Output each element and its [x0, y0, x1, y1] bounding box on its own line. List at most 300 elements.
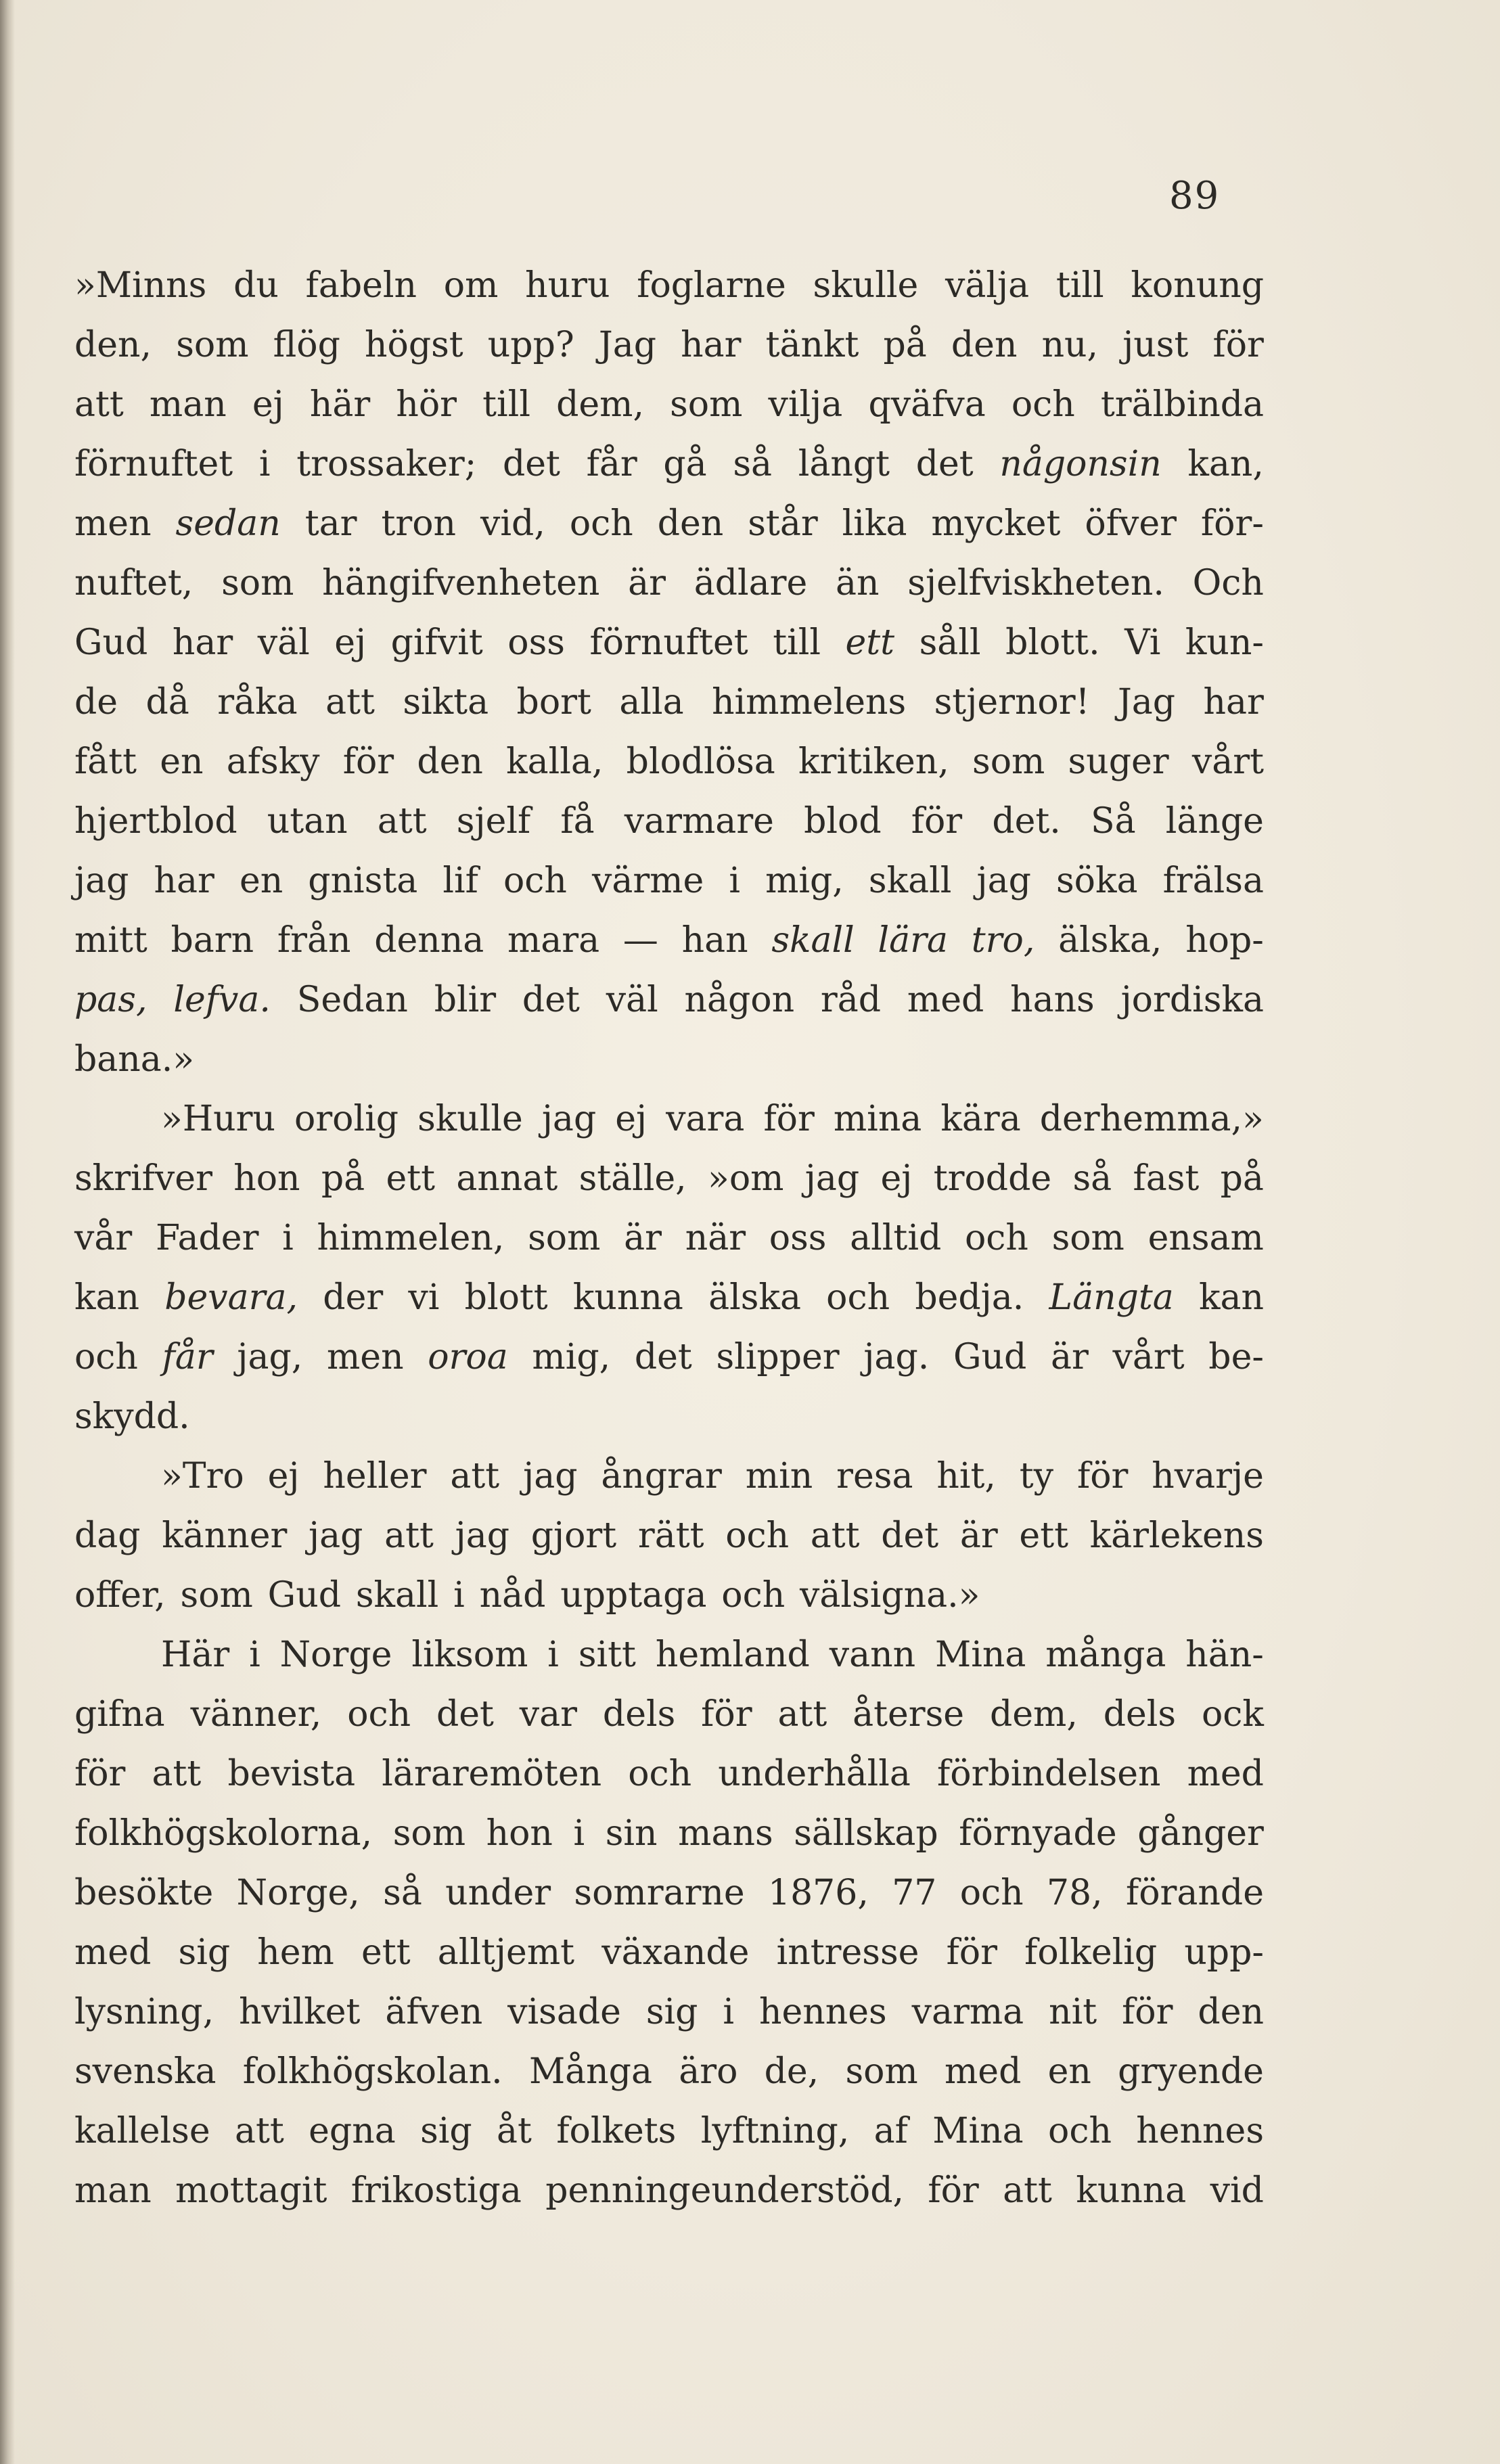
word: vänner,: [190, 1694, 322, 1735]
word: det: [436, 1694, 494, 1735]
word: här: [309, 384, 371, 425]
word: Mina: [932, 2111, 1024, 2151]
word: sikta: [403, 682, 489, 723]
word: de,: [764, 2051, 819, 2092]
word: Längta: [1049, 1277, 1174, 1318]
word: afsky: [226, 742, 320, 782]
word: det: [502, 444, 560, 484]
word: oss: [507, 622, 565, 663]
word: jag: [309, 1515, 363, 1556]
word: men: [74, 503, 152, 544]
word: har: [681, 325, 742, 365]
word: penningeunderstöd,: [545, 2170, 905, 2211]
word: ångrar: [601, 1456, 722, 1497]
word: för: [74, 1754, 126, 1794]
word: en: [1047, 2051, 1091, 2092]
word: fått: [74, 742, 137, 782]
word: vårt: [1191, 742, 1264, 782]
word: Fader: [155, 1218, 259, 1258]
word: jag,: [237, 1337, 303, 1377]
word: alltid: [850, 1218, 942, 1258]
word: denna: [374, 920, 484, 961]
page-number: 89: [1169, 174, 1221, 218]
word: älska,: [1058, 920, 1162, 961]
word: i: [723, 1992, 735, 2032]
word: äro: [679, 2051, 738, 2092]
word: blir: [434, 980, 497, 1020]
word: för: [701, 1694, 752, 1735]
word: vid,: [480, 503, 545, 544]
word: kallelse: [74, 2111, 210, 2151]
word: det: [634, 1337, 692, 1377]
text-line: [74, 792, 1264, 851]
word: orolig: [294, 1099, 399, 1139]
word: är: [628, 563, 666, 603]
word: varmare: [624, 801, 774, 842]
text-line: [74, 1149, 1264, 1208]
word: blott.: [1005, 622, 1100, 663]
word: Gud: [267, 1575, 341, 1616]
word: som: [176, 325, 249, 365]
word: förbindelsen: [937, 1754, 1161, 1794]
word: råd: [820, 980, 882, 1020]
text-line: [74, 732, 1264, 792]
text-line: [74, 970, 1264, 1030]
word: den: [417, 742, 483, 782]
word: till: [773, 622, 821, 663]
word: folkets: [556, 2111, 677, 2151]
word: och: [721, 1575, 786, 1616]
word: ock: [1201, 1694, 1264, 1735]
word: vår: [74, 1218, 133, 1258]
word: Mina: [935, 1635, 1026, 1675]
word: i: [249, 1635, 260, 1675]
word: somrarne: [574, 1873, 745, 1913]
word: hon: [486, 1813, 553, 1854]
word: utan: [267, 801, 348, 842]
word: man: [74, 2170, 152, 2211]
word: med: [74, 1932, 152, 1973]
word: som: [845, 2051, 918, 2092]
text-line: [74, 672, 1264, 732]
word: folkhögskolan.: [242, 2051, 503, 2092]
word: de: [74, 682, 118, 723]
word: som: [528, 1218, 601, 1258]
word: vann: [829, 1635, 916, 1675]
text-line: [74, 1566, 1264, 1625]
word: skall: [355, 1575, 439, 1616]
word: många: [1045, 1635, 1166, 1675]
word: frikostiga: [350, 2170, 522, 2211]
word: under: [445, 1873, 551, 1913]
word: sjelfviskheten.: [907, 563, 1164, 603]
text-line: [74, 1089, 1264, 1149]
word: när: [685, 1218, 746, 1258]
word: söka: [1055, 861, 1138, 901]
word: underhålla: [718, 1754, 911, 1794]
word: att: [384, 1515, 434, 1556]
word: ej: [334, 622, 367, 663]
word: man: [149, 384, 227, 425]
word: han: [681, 920, 748, 961]
word: sig: [178, 1932, 231, 1973]
word: förande: [1126, 1873, 1264, 1913]
word: på: [1220, 1158, 1264, 1199]
word: välja: [945, 265, 1030, 306]
word: Så: [1090, 801, 1136, 842]
word: hit,: [936, 1456, 996, 1497]
text-line: [74, 1982, 1264, 2042]
word: Många: [528, 2051, 652, 2092]
word: hon: [233, 1158, 300, 1199]
word: för: [911, 801, 963, 842]
word: alla: [619, 682, 684, 723]
word: hemland: [655, 1635, 810, 1675]
word: äfven: [385, 1992, 483, 2032]
word: oss: [769, 1218, 827, 1258]
word: det: [915, 444, 974, 484]
word: och: [347, 1694, 411, 1735]
word: ädlare: [694, 563, 808, 603]
word: står: [748, 503, 818, 544]
word: skrifver: [74, 1158, 212, 1199]
word: men: [327, 1337, 404, 1377]
word: är: [624, 1218, 662, 1258]
word: fabeln: [305, 265, 417, 306]
word: af: [873, 2111, 908, 2151]
word: långt: [798, 444, 890, 484]
word: gnista: [308, 861, 418, 901]
word: jag.: [863, 1337, 930, 1377]
word: i: [258, 444, 271, 484]
word: flög: [273, 325, 340, 365]
word: Gud: [74, 622, 148, 663]
word: det.: [992, 801, 1061, 842]
word: varma: [911, 1992, 1024, 2032]
word: har: [154, 861, 214, 901]
word: som: [392, 1813, 466, 1854]
word: vi: [408, 1277, 440, 1318]
word: ty: [1019, 1456, 1054, 1497]
word: rätt: [637, 1515, 704, 1556]
word: mara: [507, 920, 600, 961]
word: för: [928, 2170, 979, 2211]
word: alltjemt: [437, 1932, 575, 1973]
word: att: [235, 2111, 284, 2151]
word: och: [725, 1515, 790, 1556]
word: »Huru: [161, 1099, 275, 1139]
text-line: [74, 375, 1264, 434]
word: jordiska: [1120, 980, 1264, 1020]
word: för: [342, 742, 394, 782]
word: få: [560, 801, 595, 842]
word: kalla,: [506, 742, 604, 782]
word: vid: [1210, 2170, 1264, 2211]
word: att: [377, 801, 427, 842]
word: resa: [836, 1456, 913, 1497]
word: dels: [1103, 1694, 1177, 1735]
word: om: [443, 265, 499, 306]
word: förnyade: [959, 1813, 1117, 1854]
word: att: [74, 384, 124, 425]
word: att: [810, 1515, 860, 1556]
word: skulle: [417, 1099, 523, 1139]
word: jag: [541, 1099, 597, 1139]
word: och: [1011, 384, 1075, 425]
text-line: [74, 553, 1264, 613]
word: till: [1055, 265, 1104, 306]
word: får: [586, 444, 637, 484]
text-line: [74, 494, 1264, 553]
word: värme: [591, 861, 704, 901]
word: just: [1122, 325, 1189, 365]
word: och: [826, 1277, 890, 1318]
word: länge: [1165, 801, 1264, 842]
word: hennes: [1136, 2111, 1264, 2151]
word: folkhögskolorna,: [74, 1813, 373, 1854]
word: foglarne: [637, 265, 786, 306]
word: egna: [309, 2111, 396, 2151]
word: är: [959, 1515, 998, 1556]
text-line: [74, 1744, 1264, 1804]
body-text: [74, 256, 1264, 2220]
word: nåd: [479, 1575, 546, 1616]
word: blott: [464, 1277, 548, 1318]
word: som: [180, 1575, 253, 1616]
word: förnuftet: [74, 444, 233, 484]
word: för: [1122, 1992, 1173, 2032]
word: ej: [267, 1456, 300, 1497]
word: nit: [1049, 1992, 1097, 2032]
word: någonsin: [999, 444, 1162, 484]
text-line: [74, 434, 1264, 494]
word: blod: [804, 801, 882, 842]
word: växande: [601, 1932, 750, 1973]
word: öfver: [1085, 503, 1177, 544]
word: bort: [516, 682, 591, 723]
word: till: [482, 384, 530, 425]
word: jag: [976, 861, 1031, 901]
word: pas,: [74, 980, 147, 1020]
word: hans: [1010, 980, 1095, 1020]
word: skall: [771, 920, 855, 961]
word: »Tro: [161, 1456, 244, 1497]
word: och: [74, 1337, 138, 1377]
word: att: [450, 1456, 500, 1497]
word: suger: [1068, 742, 1169, 782]
word: och: [1048, 2111, 1112, 2151]
text-line: [74, 2101, 1264, 2161]
word: bana.»: [74, 1039, 195, 1080]
word: ej: [880, 1158, 913, 1199]
word: för-: [1200, 503, 1264, 544]
word: Vi: [1124, 622, 1161, 663]
word: då: [145, 682, 189, 723]
word: hem: [257, 1932, 334, 1973]
word: heller: [323, 1456, 427, 1497]
word: mitt: [74, 920, 147, 961]
word: råka: [217, 682, 298, 723]
word: den,: [74, 325, 152, 365]
word: trälbinda: [1100, 384, 1264, 425]
word: bevista: [227, 1754, 356, 1794]
word: i: [547, 1635, 559, 1675]
word: vara: [666, 1099, 745, 1139]
word: att: [152, 1754, 202, 1794]
word: huru: [525, 265, 610, 306]
word: hängifvenheten: [322, 563, 600, 603]
word: »Minns: [74, 265, 207, 306]
word: svenska: [74, 2051, 217, 2092]
word: derhemma,»: [1039, 1099, 1264, 1139]
word: vårt: [1112, 1337, 1185, 1377]
word: en: [160, 742, 204, 782]
text-line: [74, 2042, 1264, 2101]
word: upptaga: [560, 1575, 707, 1616]
word: jag: [455, 1515, 510, 1556]
text-line: [74, 1506, 1264, 1566]
word: jag: [804, 1158, 860, 1199]
word: så: [733, 444, 773, 484]
word: qväfva: [868, 384, 986, 425]
word: hör: [396, 384, 457, 425]
word: offer,: [74, 1575, 166, 1616]
word: att: [325, 682, 375, 723]
word: mycket: [931, 503, 1061, 544]
word: den: [951, 325, 1018, 365]
word: barn: [171, 920, 254, 961]
word: Och: [1192, 563, 1264, 603]
word: som: [221, 563, 294, 603]
word: och: [628, 1754, 692, 1794]
text-line: [74, 1268, 1264, 1327]
word: skulle: [813, 265, 919, 306]
word: jag: [523, 1456, 578, 1497]
word: med: [907, 980, 984, 1020]
text-line: [74, 613, 1264, 672]
word: ej: [615, 1099, 647, 1139]
word: Jag: [598, 325, 656, 365]
word: upp-: [1184, 1932, 1264, 1973]
word: får: [162, 1337, 213, 1377]
text-line: [74, 1863, 1264, 1923]
word: väl: [606, 980, 658, 1020]
word: Gud: [953, 1337, 1027, 1377]
word: som: [670, 384, 743, 425]
word: kunna: [1076, 2170, 1187, 2211]
word: såll: [919, 622, 981, 663]
word: hjertblod: [74, 801, 237, 842]
word: 77: [892, 1873, 937, 1913]
word: ett: [845, 622, 895, 663]
word: det: [881, 1515, 939, 1556]
word: hvilket: [239, 1992, 361, 2032]
word: sällskap: [794, 1813, 938, 1854]
word: himmelen,: [317, 1218, 505, 1258]
word: 1876,: [768, 1873, 869, 1913]
word: visade: [507, 1992, 621, 2032]
text-line: [74, 1387, 1264, 1446]
word: 78,: [1046, 1873, 1103, 1913]
word: som: [972, 742, 1045, 782]
text-line: [74, 1685, 1264, 1744]
text-line: [74, 1208, 1264, 1268]
word: med: [944, 2051, 1022, 2092]
word: ett: [1019, 1515, 1068, 1556]
word: gifna: [74, 1694, 165, 1735]
word: ej: [252, 384, 284, 425]
word: för: [946, 1932, 997, 1973]
word: nuftet,: [74, 563, 194, 603]
word: så: [383, 1873, 422, 1913]
word: kritiken,: [798, 742, 949, 782]
word: fast: [1133, 1158, 1200, 1199]
word: sjelf: [456, 801, 531, 842]
word: kära: [940, 1099, 1021, 1139]
word: »om: [708, 1158, 784, 1199]
word: nu,: [1041, 325, 1099, 365]
word: mina: [833, 1099, 922, 1139]
word: och: [959, 1873, 1024, 1913]
word: gifvit: [390, 622, 483, 663]
word: vilja: [768, 384, 843, 425]
word: högst: [365, 325, 463, 365]
word: liksom: [411, 1635, 528, 1675]
word: förnuftet: [589, 622, 748, 663]
word: mig,: [765, 861, 844, 901]
word: gå: [663, 444, 707, 484]
word: tänkt: [765, 325, 859, 365]
word: mans: [678, 1813, 773, 1854]
text-line: [74, 1327, 1264, 1387]
text-line: [74, 315, 1264, 375]
word: trodde: [933, 1158, 1052, 1199]
word: Jag: [1117, 682, 1176, 723]
word: lefva.: [173, 980, 271, 1020]
word: mig,: [532, 1337, 611, 1377]
word: kan: [1198, 1277, 1264, 1318]
word: stjernor!: [934, 682, 1090, 723]
word: någon: [684, 980, 795, 1020]
word: folkelig: [1024, 1932, 1158, 1973]
word: be-: [1208, 1337, 1264, 1377]
word: lif: [442, 861, 478, 901]
word: och: [964, 1218, 1028, 1258]
word: oroa: [428, 1337, 508, 1377]
word: på: [883, 325, 927, 365]
word: Sedan: [296, 980, 408, 1020]
word: tron: [381, 503, 457, 544]
word: dem,: [556, 384, 644, 425]
word: åt: [497, 2111, 532, 2151]
word: skall: [868, 861, 952, 901]
text-line: [74, 851, 1264, 911]
word: slipper: [716, 1337, 840, 1377]
text-line: [74, 1923, 1264, 1982]
word: har: [172, 622, 233, 663]
word: upp?: [487, 325, 574, 365]
word: trossaker;: [296, 444, 477, 484]
word: som: [1051, 1218, 1124, 1258]
text-line: [74, 1625, 1264, 1685]
word: tar: [304, 503, 357, 544]
word: för: [763, 1099, 815, 1139]
word: der: [323, 1277, 384, 1318]
page-gutter-shadow: [0, 0, 15, 2464]
word: var: [519, 1694, 578, 1735]
word: konung: [1131, 265, 1264, 306]
word: gjort: [530, 1515, 617, 1556]
